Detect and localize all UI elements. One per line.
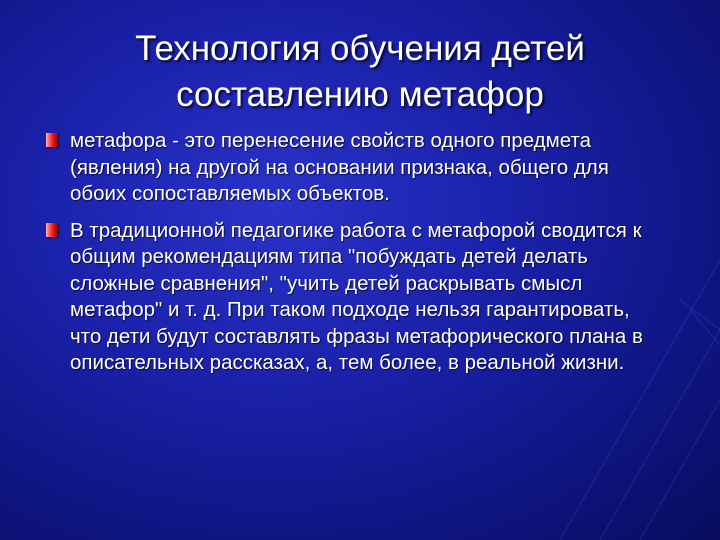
bullet-item-definition bbox=[46, 128, 666, 208]
red-square-bullet-icon bbox=[46, 223, 58, 237]
slide-title: Технология обучения детей составлению метафор bbox=[135, 29, 585, 114]
red-square-bullet-icon bbox=[46, 133, 58, 147]
bullet-text: В традиционной педагогике работа с метафорой сводится к общим рекомендациям типа "побуждать детей делать сложные сравнения", "учить детей раскрывать смысл метафор" и т. д. При таком подходе нельзя гарантировать, что дети будут составлять фразы метафорического плана в описательных рассказах, а, тем более, в реальной жизни. bbox=[70, 218, 643, 374]
bullet-item-traditional-pedagogy bbox=[46, 218, 666, 377]
bullet-list bbox=[46, 128, 666, 387]
bullet-text: метафора - это перенесение свойств одного предмета (явления) на другой на основании признака, общего для обоих сопоставляемых объектов. bbox=[70, 129, 609, 205]
